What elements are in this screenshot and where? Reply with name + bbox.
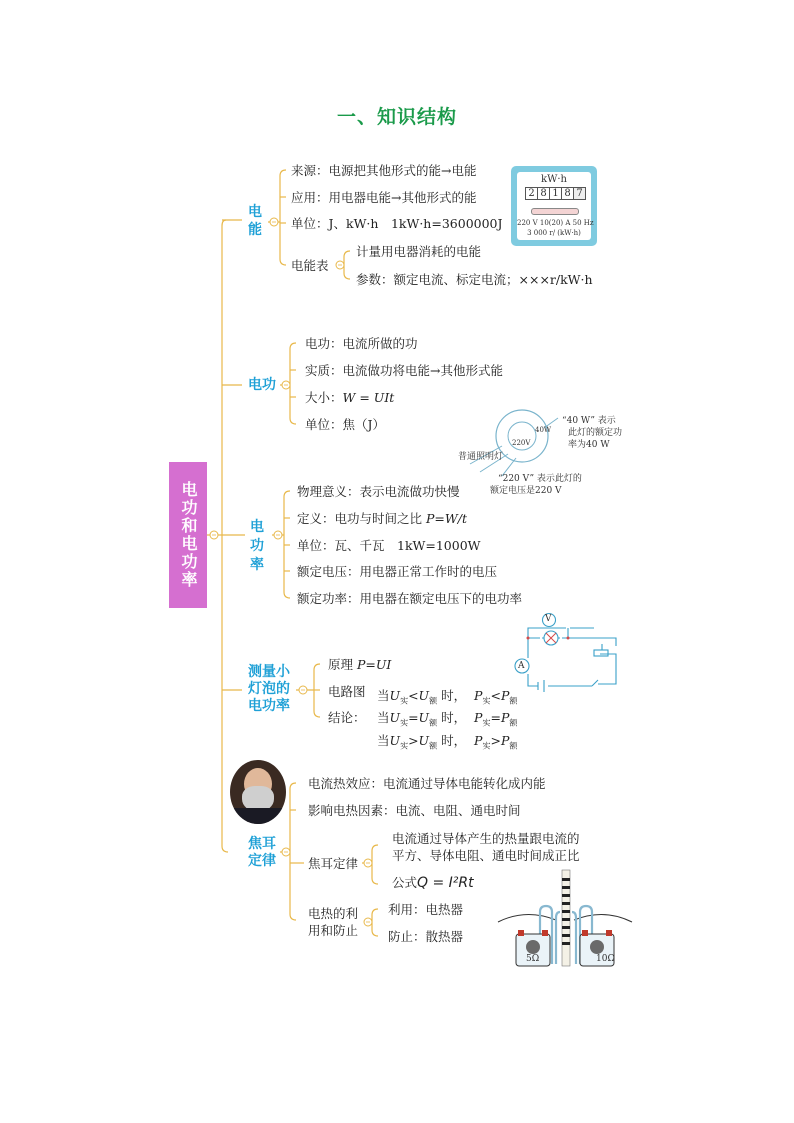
- work-formula: W = UIt: [342, 390, 395, 405]
- note-lamp: 普通照明灯: [458, 452, 504, 462]
- energy-meter: 电能表: [291, 258, 329, 273]
- note-40w-1: “40 W” 表示: [562, 416, 616, 426]
- work-essence: 实质：电流做功将电能→其他形式能: [305, 363, 503, 378]
- law-line-2: 平方、导体电阻、通电时间成正比: [392, 848, 580, 863]
- power-definition: 定义：电功与时间之比 P=W/t: [297, 511, 467, 526]
- work-unit: 单位：焦（J）: [305, 417, 386, 432]
- heat-effect: 电流热效应：电流通过导体电能转化成内能: [308, 776, 546, 791]
- work-magnitude: 大小：W = UIt: [305, 390, 395, 405]
- branch-joule-law: 焦耳 定律: [248, 836, 276, 869]
- principle-formula: P=UI: [357, 657, 392, 672]
- meter-spec-1: 220 V 10(20) A 50 Hz: [517, 219, 594, 227]
- circuit-diagram: [508, 610, 624, 692]
- resistor-10: 10Ω: [596, 954, 615, 964]
- law-line-1: 电流通过导体产生的热量跟电流的: [392, 831, 580, 846]
- work-definition: 电功：电流所做的功: [305, 336, 418, 351]
- energy-application: 应用：用电器电能→其他形式的能: [291, 190, 477, 205]
- voltmeter-label: V: [545, 614, 552, 624]
- heat-use-1: 电热的利: [308, 906, 359, 921]
- ammeter-label: A: [518, 661, 525, 671]
- root-node: 电功和电功率: [169, 462, 207, 608]
- energy-source: 来源：电源把其他形式的能→电能: [291, 163, 477, 178]
- bulb-text-40w: 40W: [535, 426, 552, 434]
- note-220v-2: 额定电压是220 V: [490, 486, 562, 496]
- meter-disc: [531, 208, 579, 215]
- note-40w-3: 率为40 W: [568, 440, 610, 450]
- heat-use: 利用：电热器: [388, 902, 464, 917]
- page-title: 一、知识结构: [336, 106, 457, 128]
- bulb-text-220v: 220V: [512, 439, 531, 447]
- electric-meter-image: [511, 166, 597, 246]
- power-formula: P=W/t: [426, 511, 467, 526]
- note-220v-1: “220 V” 表示此灯的: [498, 474, 582, 484]
- joule-portrait: [230, 760, 286, 824]
- resistor-5: 5Ω: [526, 954, 540, 964]
- meter-params: 参数：额定电流、标定电流；×××r/kW·h: [356, 272, 593, 287]
- meter-measure: 计量用电器消耗的电能: [356, 244, 482, 259]
- conclusion-equal: 当$U_实=U_额$ 时， $P_实=P_额$: [377, 710, 518, 728]
- meter-spec-2: 3 000 r/ (kW·h): [527, 229, 581, 237]
- joule-formula: 公式Q = I²Rt: [392, 875, 474, 891]
- measure-principle: 原理 P=UI: [328, 657, 392, 672]
- conclusion-less: 当$U_实<U_额$ 时， $P_实<P_额$: [377, 688, 518, 706]
- heat-use-2: 用和防止: [308, 923, 359, 938]
- branch-electric-power: 电功率: [250, 519, 264, 573]
- branch-electric-work: 电功: [248, 377, 276, 393]
- rated-power: 额定功率：用电器在额定电压下的电功率: [297, 591, 523, 606]
- meter-unit: kW·h: [541, 174, 567, 185]
- meter-digits: 2 8 1 8 7: [525, 187, 586, 200]
- heat-prevent: 防止：散热器: [388, 929, 464, 944]
- measure-circuit: 电路图: [328, 684, 366, 699]
- power-meaning: 物理意义：表示电流做功快慢: [297, 484, 460, 499]
- rated-voltage: 额定电压：用电器正常工作时的电压: [297, 564, 498, 579]
- branch-electric-energy: 电能: [248, 204, 262, 238]
- power-unit: 单位：瓦、千瓦 1kW=1000W: [297, 538, 481, 553]
- branch-measure-bulb: 测量小 灯泡的 电功率: [248, 664, 290, 714]
- measure-conclusion: 结论：: [328, 710, 366, 725]
- note-40w-2: 此灯的额定功: [568, 428, 623, 438]
- energy-unit: 单位：J、kW·h 1kW·h=3600000J: [291, 216, 503, 231]
- conclusion-greater: 当$U_实>U_额$ 时， $P_实>P_额$: [377, 733, 518, 751]
- joule-law-item: 焦耳定律: [308, 856, 359, 871]
- heat-factors: 影响电热因素：电流、电阻、通电时间: [308, 803, 521, 818]
